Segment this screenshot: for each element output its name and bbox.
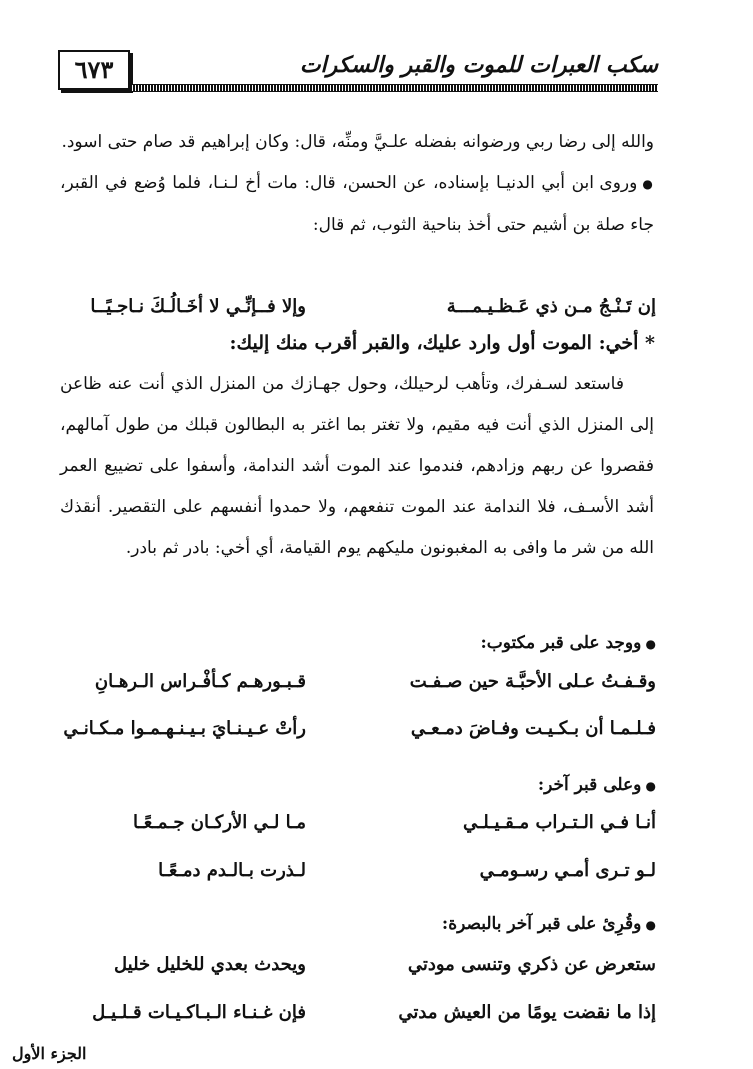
grave-3-verse-1-hemistich-1: ستعرض عن ذكري وتنسى مودتي	[407, 954, 656, 975]
paragraph-1: والله إلى رضا ربي ورضوانه بفضله علـيَّ ومنِّه، قال: وكان إبراهيم قد صام حتى اسود.	[61, 132, 654, 152]
grave-1-verse-2-hemistich-2: رأتْ عـيـنـايَ بـيـنـهـمـوا مـكـانـي	[63, 718, 306, 739]
verse-row-5	[40, 854, 656, 894]
grave-2-verse-2-hemistich-1: لـو تـرى أمـي رسـومـي	[479, 860, 656, 881]
grave-1-verse-2-hemistich-1: فـلـمـا أن بـكـيـت وفـاضَ دمـعـي	[410, 718, 656, 739]
grave-1-intro: ● ووجد على قبر مكتوب:	[480, 633, 656, 653]
grave-3-intro: ● وقُرِئ على قبر آخر بالبصرة:	[442, 914, 656, 934]
verse-row-6	[40, 948, 656, 988]
grave-2-verse-1-hemistich-1: أنـا فـي الـتـراب مـقـيـلـي	[462, 812, 656, 833]
page-header	[58, 48, 658, 110]
grave-3-verse-1-hemistich-2: ويحدث بعدي للخليل خليل	[114, 954, 306, 975]
body-text-top	[60, 122, 654, 246]
verse-1-hemistich-2: وإلا فــإنِّـي لا أخَـالُـكَ نـاجـيًــا	[90, 296, 306, 317]
verse-row-3	[40, 712, 656, 752]
verse-1-hemistich-1: إن تَـنْـجُ مـن ذي عَـظـيـمـــة	[446, 296, 656, 317]
grave-1-verse-1-hemistich-1: وقـفـتُ عـلى الأحبَّـة حين صـفـت	[409, 671, 656, 692]
paragraph-3: فاستعد لسـفرك، وتأهب لرحيلك، وحول جهـازك من المنزل الذي أنت عنه ظاعن إلى المنزل الذي أنت فيه مقيم، ولا تغتر بما اغتر به البطالون قبلك من طول آمالهم، فقصروا عن ربهم وزادهم، فندموا عند الموت أشد الندامة، وأسفوا على تضييع العمر أشد الأسـف، فلا الندامة عند الموت تنفعهم، ولا حمدوا أنفسهم على التقصير. أنقذك الله من شر ما وافى به المغبونون مليكهم يوم القيامة، أي أخي: بادر ثم بادر.	[60, 374, 654, 558]
running-title: سكب العبرات للموت والقبر والسكرات	[299, 52, 658, 78]
body-text-main	[60, 364, 654, 569]
grave-3-verse-2-hemistich-2: فإن غـنـاء الـبـاكـيـات قـلـيـل	[92, 1002, 306, 1023]
grave-3-verse-2-hemistich-1: إذا ما نقضت يومًا من العيش مدتي	[398, 1002, 656, 1023]
grave-2-intro: ● وعلى قبر آخر:	[538, 775, 656, 795]
grave-2-verse-1-hemistich-2: مـا لـي الأركـان جـمـعًـا	[133, 812, 306, 833]
grave-1-verse-1-hemistich-2: قـبـورهـم كـأفْـراس الـرهـانِ	[94, 671, 306, 692]
verse-row-2	[40, 665, 656, 705]
verse-row-7	[40, 996, 656, 1036]
verse-row-1	[40, 290, 656, 330]
page-number: ٦٧٣	[58, 50, 130, 90]
grave-2-verse-2-hemistich-2: لـذرت بـالـدم دمـعًـا	[158, 860, 306, 881]
section-heading: * أخي: الموت أول وارد عليك، والقبر أقرب منك إليك:	[229, 332, 655, 354]
header-rule	[130, 84, 658, 92]
footer-volume: الجزء الأول	[12, 1044, 87, 1063]
verse-row-4	[40, 806, 656, 846]
paragraph-2: ● وروى ابن أبي الدنيـا بإسناده، عن الحسن، قال: مات أخ لـنـا، فلما وُضع في القبر، جاء صلة بن أشيم حتى أخذ بناحية الثوب، ثم قال:	[60, 163, 654, 246]
